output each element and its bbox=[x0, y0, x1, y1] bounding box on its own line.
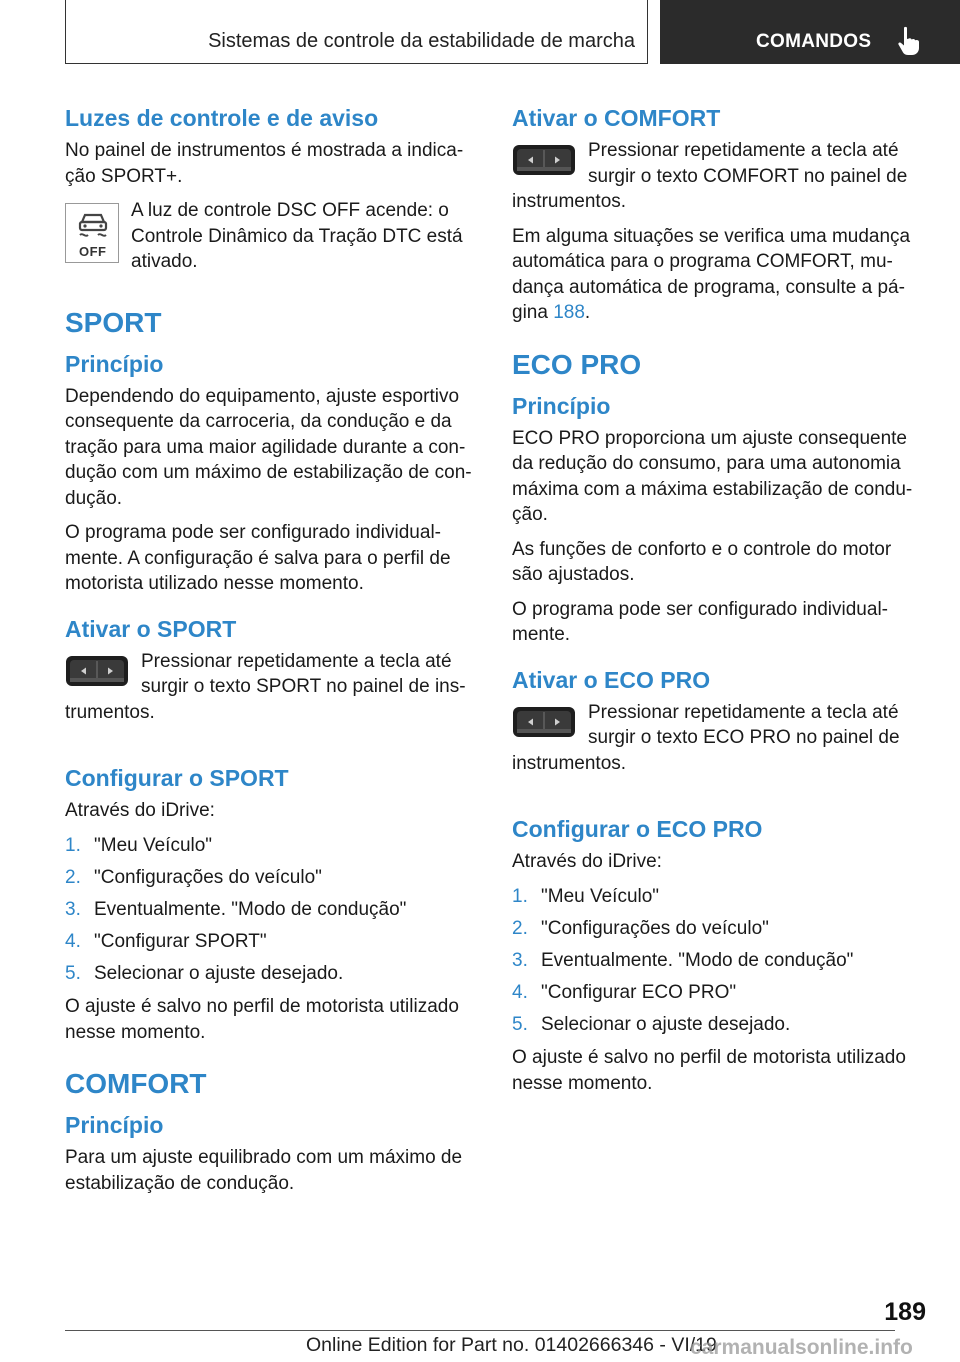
paragraph: Através do iDrive: bbox=[512, 851, 662, 872]
header-frame bbox=[65, 0, 648, 64]
step-number: 2. bbox=[512, 917, 528, 939]
subsection-title-configure-sport: Configurar o SPORT bbox=[65, 765, 289, 791]
list-item bbox=[65, 897, 477, 923]
footer-edition-text: Online Edition for Part no. 01402666346 - VI/19 bbox=[306, 1334, 717, 1356]
page-reference-link[interactable]: 188 bbox=[553, 302, 585, 323]
step-text: "Configurações do veículo" bbox=[94, 866, 322, 888]
paragraph: Através do iDrive: bbox=[65, 800, 215, 821]
list-item bbox=[512, 884, 924, 910]
right-column bbox=[512, 104, 924, 1105]
paragraph: Pressionar repetidamente a tecla até surgir o texto COMFORT no painel de instrumentos. bbox=[512, 140, 908, 212]
driving-mode-switch-icon bbox=[512, 142, 576, 178]
paragraph: As funções de conforto e o controle do motor são ajustados. bbox=[512, 538, 892, 585]
section-title-sport: SPORT bbox=[65, 306, 162, 338]
list-item bbox=[512, 916, 924, 942]
eco-steps-list bbox=[512, 884, 924, 1038]
driving-mode-switch-icon bbox=[65, 653, 129, 689]
subsection-title-activate-comfort: Ativar o COMFORT bbox=[512, 105, 721, 131]
footer-divider bbox=[65, 1330, 895, 1331]
step-text: "Configurar ECO PRO" bbox=[541, 981, 737, 1003]
list-item bbox=[65, 833, 477, 859]
driving-mode-switch-icon bbox=[512, 704, 576, 740]
paragraph: Dependendo do equipamento, ajuste esportivo consequente da carroceria, da condução e da tração para uma maior agilidade durante a con-dução com um máximo de estabilização de con-dução. bbox=[65, 385, 472, 509]
watermark: carmanualsonline.info bbox=[690, 1336, 913, 1359]
paragraph-text: . bbox=[584, 302, 591, 323]
subsection-title-activate-sport: Ativar o SPORT bbox=[65, 615, 237, 642]
sport-steps-list bbox=[65, 833, 477, 987]
header-title: Sistemas de controle da estabilidade de marcha bbox=[208, 30, 635, 52]
paragraph bbox=[512, 224, 924, 326]
step-number: 1. bbox=[65, 834, 81, 856]
list-item bbox=[512, 948, 924, 974]
step-text: "Configurações do veículo" bbox=[541, 917, 769, 939]
left-column bbox=[65, 104, 477, 1205]
paragraph: O programa pode ser configurado individual-mente. A configuração é salva para o perfil de motorista utilizado nesse momento. bbox=[65, 522, 451, 594]
paragraph: Para um ajuste equilibrado com um máximo de estabilização de condução. bbox=[65, 1147, 463, 1194]
subsection-title-principle: Princípio bbox=[65, 350, 164, 377]
chapter-tab bbox=[660, 0, 960, 64]
list-item bbox=[65, 865, 477, 891]
step-number: 5. bbox=[512, 1013, 528, 1035]
list-item bbox=[65, 961, 477, 987]
paragraph: ECO PRO proporciona um ajuste consequente da redução do consumo, para uma autonomia máxima com a máxima estabilização de condu-ção. bbox=[512, 427, 913, 525]
step-number: 4. bbox=[65, 930, 81, 952]
step-number: 1. bbox=[512, 885, 528, 907]
list-item bbox=[512, 1012, 924, 1038]
step-number: 3. bbox=[512, 949, 528, 971]
subsection-title-principle: Princípio bbox=[512, 392, 611, 419]
paragraph-text: Em alguma situações se verifica uma mudança automática para o programa COMFORT, mu-dança automática de programa, consulte a pá-gina bbox=[512, 225, 911, 323]
step-text: "Configurar SPORT" bbox=[94, 930, 267, 952]
paragraph: O programa pode ser configurado individual-mente. bbox=[512, 598, 888, 645]
subsection-title-principle: Princípio bbox=[65, 1112, 164, 1138]
paragraph: No painel de instrumentos é mostrada a indica-ção SPORT+. bbox=[65, 140, 464, 187]
step-text: Selecionar o ajuste desejado. bbox=[94, 962, 344, 984]
section-title-eco-pro: ECO PRO bbox=[512, 348, 642, 380]
step-number: 4. bbox=[512, 981, 528, 1003]
step-text: Eventualmente. "Modo de condução" bbox=[541, 949, 854, 971]
subsection-title-activate-eco-pro: Ativar o ECO PRO bbox=[512, 666, 711, 693]
page-number: 189 bbox=[884, 1298, 926, 1326]
subsection-title-configure-eco-pro: Configurar o ECO PRO bbox=[512, 816, 763, 842]
step-number: 2. bbox=[65, 866, 81, 888]
section-title-control-lights: Luzes de controle e de aviso bbox=[65, 105, 379, 131]
paragraph: Pressionar repetidamente a tecla até surgir o texto ECO PRO no painel de instrumentos. bbox=[512, 701, 900, 774]
icon-off-label: OFF bbox=[79, 244, 107, 259]
list-item bbox=[65, 929, 477, 955]
paragraph: A luz de controle DSC OFF acende: o Controle Dinâmico da Tração DTC está ativado. bbox=[131, 200, 463, 272]
chapter-tab-label: COMANDOS bbox=[756, 31, 872, 52]
list-item bbox=[512, 980, 924, 1006]
step-text: Selecionar o ajuste desejado. bbox=[541, 1013, 791, 1035]
section-title-comfort: COMFORT bbox=[65, 1068, 207, 1099]
paragraph: Pressionar repetidamente a tecla até surgir o texto SPORT no painel de ins-trumentos. bbox=[65, 650, 466, 723]
paragraph: O ajuste é salvo no perfil de motorista utilizado nesse momento. bbox=[512, 1047, 906, 1094]
step-number: 5. bbox=[65, 962, 81, 984]
paragraph: O ajuste é salvo no perfil de motorista utilizado nesse momento. bbox=[65, 996, 459, 1043]
step-text: "Meu Veículo" bbox=[94, 834, 213, 856]
dsc-off-warning-icon bbox=[65, 203, 119, 263]
pointing-hand-icon bbox=[896, 26, 922, 56]
step-number: 3. bbox=[65, 898, 81, 920]
step-text: "Meu Veículo" bbox=[541, 885, 660, 907]
step-text: Eventualmente. "Modo de condução" bbox=[94, 898, 407, 920]
